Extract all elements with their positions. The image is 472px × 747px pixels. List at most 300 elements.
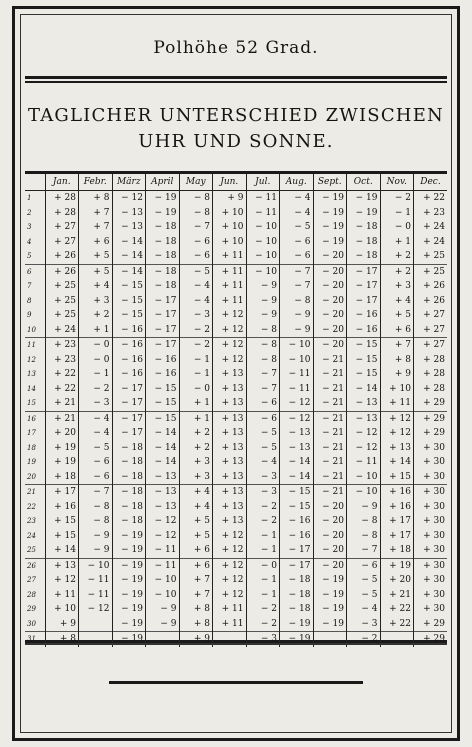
- time-difference-cell: − 13: [347, 411, 381, 426]
- time-difference-cell: − 15: [347, 338, 381, 353]
- time-difference-cell: + 12: [45, 573, 79, 588]
- time-difference-cell: − 16: [280, 514, 314, 529]
- time-difference-cell: − 20: [313, 294, 347, 309]
- time-difference-cell: − 20: [313, 514, 347, 529]
- table-row: [25, 382, 447, 397]
- time-difference-cell: − 16: [112, 353, 146, 368]
- time-difference-cell: − 19: [313, 235, 347, 250]
- time-difference-cell: + 4: [179, 485, 213, 500]
- time-difference-cell: − 6: [179, 235, 213, 250]
- time-difference-cell: + 25: [45, 308, 79, 323]
- time-difference-cell: + 6: [79, 235, 113, 250]
- equation-of-time-table: [25, 174, 447, 647]
- time-difference-cell: + 21: [45, 396, 79, 411]
- time-difference-cell: − 19: [146, 206, 180, 221]
- time-difference-cell: − 7: [246, 382, 280, 397]
- time-difference-cell: + 12: [213, 353, 247, 368]
- time-difference-cell: − 8: [179, 206, 213, 221]
- time-difference-cell: − 9: [146, 617, 180, 632]
- day-number: 29: [27, 605, 36, 614]
- table-row: [25, 411, 447, 426]
- time-difference-cell: − 2: [380, 191, 414, 206]
- time-difference-cell: − 6: [347, 558, 381, 573]
- time-difference-cell: + 8: [179, 602, 213, 617]
- time-difference-cell: + 28: [414, 367, 448, 382]
- time-difference-cell: − 15: [146, 396, 180, 411]
- time-difference-cell: + 14: [45, 543, 79, 558]
- time-difference-cell: + 27: [45, 235, 79, 250]
- day-number: 22: [27, 502, 36, 511]
- month-header: April: [146, 174, 180, 191]
- time-difference-cell: − 14: [146, 455, 180, 470]
- time-difference-cell: − 10: [146, 588, 180, 603]
- time-difference-cell: + 11: [45, 588, 79, 603]
- time-difference-cell: − 14: [112, 249, 146, 264]
- footer-box: [25, 643, 447, 728]
- time-difference-cell: − 17: [280, 543, 314, 558]
- time-difference-cell: − 12: [280, 411, 314, 426]
- time-difference-cell: + 30: [414, 529, 448, 544]
- table-row: [25, 470, 447, 485]
- time-difference-cell: − 19: [347, 206, 381, 221]
- time-difference-cell: − 17: [146, 338, 180, 353]
- day-number: 8: [27, 296, 32, 305]
- time-difference-cell: + 13: [213, 441, 247, 456]
- time-difference-cell: + 5: [179, 529, 213, 544]
- day-number: 9: [27, 311, 32, 320]
- time-difference-cell: − 16: [112, 367, 146, 382]
- day-number: 12: [27, 355, 36, 364]
- time-difference-cell: + 23: [45, 338, 79, 353]
- table-row: [25, 249, 447, 264]
- time-difference-cell: + 5: [380, 308, 414, 323]
- time-difference-cell: − 1: [246, 573, 280, 588]
- time-difference-cell: − 1: [246, 588, 280, 603]
- time-difference-cell: − 15: [146, 411, 180, 426]
- time-difference-cell: + 12: [213, 543, 247, 558]
- time-difference-cell: − 8: [347, 514, 381, 529]
- time-difference-cell: − 13: [280, 426, 314, 441]
- time-difference-cell: + 8: [179, 617, 213, 632]
- time-difference-cell: − 10: [280, 353, 314, 368]
- time-difference-cell: + 3: [380, 279, 414, 294]
- time-difference-cell: − 11: [79, 588, 113, 603]
- time-difference-cell: − 3: [179, 308, 213, 323]
- time-difference-cell: + 6: [380, 323, 414, 338]
- time-difference-cell: + 30: [414, 470, 448, 485]
- time-difference-cell: + 15: [45, 514, 79, 529]
- time-difference-cell: + 25: [414, 264, 448, 279]
- time-difference-cell: − 11: [280, 367, 314, 382]
- table-row: [25, 264, 447, 279]
- time-difference-cell: − 20: [313, 558, 347, 573]
- time-difference-cell: − 11: [347, 455, 381, 470]
- time-difference-cell: − 19: [347, 191, 381, 206]
- time-difference-cell: − 4: [347, 602, 381, 617]
- time-difference-cell: − 11: [79, 573, 113, 588]
- time-difference-cell: − 20: [313, 500, 347, 515]
- time-difference-cell: − 9: [246, 294, 280, 309]
- time-difference-cell: + 12: [213, 338, 247, 353]
- time-difference-cell: + 11: [213, 617, 247, 632]
- time-difference-cell: + 3: [179, 455, 213, 470]
- time-difference-cell: + 10: [213, 206, 247, 221]
- day-number: 17: [27, 429, 36, 438]
- time-difference-cell: + 7: [179, 588, 213, 603]
- time-difference-cell: − 18: [347, 235, 381, 250]
- time-difference-cell: + 4: [380, 294, 414, 309]
- time-difference-cell: − 19: [313, 617, 347, 632]
- time-difference-cell: + 28: [414, 382, 448, 397]
- time-difference-cell: + 26: [45, 264, 79, 279]
- time-difference-cell: − 19: [112, 632, 146, 647]
- time-difference-cell: − 19: [146, 191, 180, 206]
- time-difference-cell: + 3: [79, 294, 113, 309]
- time-difference-cell: − 14: [146, 426, 180, 441]
- time-difference-cell: − 21: [313, 441, 347, 456]
- time-difference-cell: + 13: [213, 411, 247, 426]
- time-difference-cell: + 9: [213, 191, 247, 206]
- day-number: 28: [27, 590, 36, 599]
- title-line-1: TAGLICHER UNTERSCHIED ZWISCHEN: [28, 105, 444, 126]
- time-difference-cell: − 17: [146, 294, 180, 309]
- day-number: 25: [27, 546, 36, 555]
- time-difference-cell: + 30: [414, 485, 448, 500]
- time-difference-cell: + 18: [380, 543, 414, 558]
- time-difference-cell: + 25: [45, 279, 79, 294]
- time-difference-cell: − 14: [347, 382, 381, 397]
- day-number: 1: [27, 194, 32, 203]
- time-difference-cell: − 9: [246, 308, 280, 323]
- time-difference-cell: − 20: [313, 279, 347, 294]
- time-difference-cell: + 21: [45, 411, 79, 426]
- time-difference-cell: + 6: [179, 558, 213, 573]
- time-difference-cell: − 9: [146, 602, 180, 617]
- time-difference-cell: + 27: [414, 338, 448, 353]
- time-difference-cell: − 11: [280, 382, 314, 397]
- time-difference-cell: − 12: [112, 191, 146, 206]
- time-difference-cell: − 14: [146, 441, 180, 456]
- time-difference-cell: − 12: [347, 426, 381, 441]
- month-header: Febr.: [79, 174, 113, 191]
- time-difference-cell: + 11: [380, 396, 414, 411]
- time-difference-cell: − 10: [347, 485, 381, 500]
- time-difference-cell: + 30: [414, 602, 448, 617]
- time-difference-cell: − 3: [246, 632, 280, 647]
- time-difference-cell: − 10: [246, 264, 280, 279]
- day-number: 2: [27, 208, 32, 217]
- time-difference-cell: − 12: [79, 602, 113, 617]
- time-difference-cell: − 20: [313, 308, 347, 323]
- time-difference-cell: − 15: [280, 500, 314, 515]
- time-difference-cell: + 24: [414, 220, 448, 235]
- table-row: [25, 529, 447, 544]
- time-difference-cell: − 0: [380, 220, 414, 235]
- time-difference-cell: − 14: [112, 235, 146, 250]
- time-difference-cell: + 17: [380, 529, 414, 544]
- time-difference-cell: − 18: [112, 470, 146, 485]
- table-row: [25, 485, 447, 500]
- time-difference-cell: + 6: [179, 543, 213, 558]
- day-number: 23: [27, 517, 36, 526]
- time-difference-cell: + 5: [79, 249, 113, 264]
- time-difference-cell: − 14: [280, 470, 314, 485]
- day-number: 18: [27, 443, 36, 452]
- time-difference-cell: − 18: [112, 455, 146, 470]
- title-box: [25, 81, 447, 169]
- time-difference-cell: − 6: [280, 235, 314, 250]
- page-frame: [12, 6, 460, 741]
- time-difference-cell: − 20: [313, 264, 347, 279]
- table-row: [25, 191, 447, 206]
- time-difference-cell: − 13: [112, 220, 146, 235]
- time-difference-cell: − 5: [179, 264, 213, 279]
- time-difference-cell: − 13: [146, 485, 180, 500]
- table-row: [25, 367, 447, 382]
- time-difference-cell: − 4: [280, 206, 314, 221]
- time-difference-cell: − 1: [246, 529, 280, 544]
- time-difference-cell: − 17: [112, 411, 146, 426]
- time-difference-cell: − 2: [179, 338, 213, 353]
- time-difference-cell: − 19: [112, 588, 146, 603]
- day-number: 13: [27, 370, 36, 379]
- time-difference-cell: − 17: [112, 382, 146, 397]
- table-row: [25, 308, 447, 323]
- time-difference-cell: − 8: [79, 500, 113, 515]
- time-difference-cell: + 4: [179, 500, 213, 515]
- time-difference-cell: − 15: [347, 367, 381, 382]
- time-difference-cell: − 16: [112, 323, 146, 338]
- time-difference-cell: + 22: [414, 191, 448, 206]
- time-difference-cell: + 12: [213, 558, 247, 573]
- time-difference-cell: − 12: [146, 514, 180, 529]
- day-number: 11: [25, 338, 45, 353]
- time-difference-cell: − 18: [146, 220, 180, 235]
- time-difference-cell: − 6: [79, 455, 113, 470]
- time-difference-cell: + 28: [414, 353, 448, 368]
- time-difference-cell: − 15: [112, 294, 146, 309]
- time-difference-cell: − 19: [313, 191, 347, 206]
- time-difference-cell: − 17: [146, 308, 180, 323]
- time-difference-cell: + 2: [79, 308, 113, 323]
- time-difference-cell: − 20: [313, 529, 347, 544]
- day-number: 20: [27, 472, 36, 481]
- day-number: 31: [25, 632, 45, 647]
- time-difference-cell: + 24: [414, 235, 448, 250]
- time-difference-cell: + 8: [45, 632, 79, 647]
- time-difference-cell: + 19: [380, 558, 414, 573]
- time-difference-cell: − 1: [246, 543, 280, 558]
- table-row: [25, 294, 447, 309]
- time-difference-cell: + 5: [79, 264, 113, 279]
- time-difference-cell: + 22: [380, 617, 414, 632]
- time-difference-cell: − 12: [280, 396, 314, 411]
- time-difference-cell: + 12: [213, 573, 247, 588]
- time-difference-cell: + 8: [79, 191, 113, 206]
- time-difference-cell: − 18: [112, 441, 146, 456]
- time-difference-cell: − 8: [246, 338, 280, 353]
- time-difference-cell: − 4: [246, 455, 280, 470]
- time-difference-cell: + 27: [414, 323, 448, 338]
- month-header: Nov.: [380, 174, 414, 191]
- time-difference-cell: − 15: [347, 353, 381, 368]
- time-difference-cell: + 10: [380, 382, 414, 397]
- time-difference-cell: − 21: [313, 353, 347, 368]
- time-difference-cell: − 19: [313, 206, 347, 221]
- table-row: [25, 514, 447, 529]
- time-difference-cell: + 20: [380, 573, 414, 588]
- time-difference-cell: + 13: [213, 367, 247, 382]
- time-difference-cell: + 22: [45, 382, 79, 397]
- time-difference-cell: − 7: [280, 264, 314, 279]
- time-difference-cell: + 9: [45, 617, 79, 632]
- time-difference-cell: + 29: [414, 617, 448, 632]
- time-difference-cell: + 7: [380, 338, 414, 353]
- time-difference-cell: − 16: [280, 529, 314, 544]
- time-difference-cell: + 19: [45, 455, 79, 470]
- time-difference-cell: − 7: [246, 367, 280, 382]
- time-difference-cell: + 27: [45, 220, 79, 235]
- inner-frame: [20, 14, 452, 733]
- time-difference-cell: − 19: [112, 617, 146, 632]
- time-difference-cell: + 30: [414, 455, 448, 470]
- time-difference-cell: − 21: [313, 426, 347, 441]
- time-difference-cell: − 19: [313, 588, 347, 603]
- time-difference-cell: − 1: [380, 206, 414, 221]
- time-difference-cell: + 25: [414, 249, 448, 264]
- time-difference-cell: + 13: [45, 558, 79, 573]
- time-difference-cell: − 15: [112, 279, 146, 294]
- time-difference-cell: + 29: [414, 632, 448, 647]
- time-difference-cell: − 18: [146, 279, 180, 294]
- decorative-rule: [109, 681, 363, 684]
- table-row: [25, 206, 447, 221]
- time-difference-cell: − 2: [179, 323, 213, 338]
- time-difference-cell: + 2: [179, 441, 213, 456]
- time-difference-cell: − 17: [347, 294, 381, 309]
- time-difference-cell: − 21: [313, 411, 347, 426]
- table-row: [25, 455, 447, 470]
- time-difference-cell: − 18: [347, 220, 381, 235]
- table-row: [25, 279, 447, 294]
- time-difference-cell: − 2: [246, 514, 280, 529]
- time-difference-cell: + 18: [45, 470, 79, 485]
- time-difference-cell: − 10: [79, 558, 113, 573]
- time-difference-cell: − 18: [347, 249, 381, 264]
- time-difference-cell: − 2: [246, 617, 280, 632]
- time-difference-cell: − 0: [246, 558, 280, 573]
- time-difference-cell: + 22: [380, 602, 414, 617]
- day-number: 21: [25, 485, 45, 500]
- time-difference-cell: − 20: [313, 323, 347, 338]
- time-difference-cell: + 19: [45, 441, 79, 456]
- time-difference-cell: + 26: [414, 294, 448, 309]
- time-difference-cell: + 2: [380, 249, 414, 264]
- time-difference-cell: − 12: [347, 441, 381, 456]
- time-difference-cell: − 19: [112, 543, 146, 558]
- time-difference-cell: + 12: [213, 588, 247, 603]
- time-difference-cell: + 5: [179, 514, 213, 529]
- time-difference-cell: + 9: [380, 367, 414, 382]
- time-difference-cell: − 7: [179, 220, 213, 235]
- table-row: [25, 338, 447, 353]
- table-row: [25, 543, 447, 558]
- time-difference-cell: − 14: [280, 455, 314, 470]
- time-difference-cell: − 10: [347, 470, 381, 485]
- time-difference-cell: − 9: [280, 323, 314, 338]
- time-difference-cell: + 20: [45, 426, 79, 441]
- time-difference-cell: + 29: [414, 411, 448, 426]
- time-difference-cell: + 2: [380, 264, 414, 279]
- time-difference-cell: − 21: [313, 485, 347, 500]
- time-difference-cell: − 13: [347, 396, 381, 411]
- day-column-header: [25, 174, 45, 191]
- time-difference-cell: − 21: [313, 455, 347, 470]
- time-difference-cell: + 14: [380, 455, 414, 470]
- time-difference-cell: + 30: [414, 558, 448, 573]
- time-difference-cell: + 13: [213, 470, 247, 485]
- time-difference-cell: − 16: [347, 308, 381, 323]
- time-difference-cell: − 16: [112, 338, 146, 353]
- time-difference-cell: − 17: [347, 279, 381, 294]
- time-difference-cell: [79, 617, 113, 632]
- time-difference-cell: + 27: [414, 308, 448, 323]
- time-difference-cell: − 3: [79, 396, 113, 411]
- time-difference-cell: + 10: [45, 602, 79, 617]
- time-difference-cell: − 21: [313, 396, 347, 411]
- time-difference-cell: + 8: [380, 353, 414, 368]
- time-difference-cell: + 22: [45, 367, 79, 382]
- time-difference-cell: + 24: [45, 323, 79, 338]
- time-difference-cell: − 1: [79, 367, 113, 382]
- time-difference-cell: − 18: [146, 235, 180, 250]
- time-difference-cell: − 13: [112, 206, 146, 221]
- time-difference-cell: − 4: [79, 426, 113, 441]
- table-body: [25, 191, 447, 647]
- time-difference-cell: − 15: [146, 382, 180, 397]
- time-difference-cell: − 19: [112, 529, 146, 544]
- time-difference-cell: − 10: [146, 573, 180, 588]
- time-difference-cell: + 7: [79, 206, 113, 221]
- time-difference-cell: − 19: [313, 602, 347, 617]
- day-number: 15: [27, 399, 36, 408]
- time-difference-cell: + 30: [414, 573, 448, 588]
- time-difference-cell: − 19: [280, 617, 314, 632]
- table-row: [25, 573, 447, 588]
- table-row: [25, 500, 447, 515]
- table-row: [25, 617, 447, 632]
- time-difference-cell: − 21: [313, 382, 347, 397]
- table-row: [25, 426, 447, 441]
- time-difference-cell: + 23: [45, 353, 79, 368]
- time-difference-cell: − 9: [79, 543, 113, 558]
- month-header: Sept.: [313, 174, 347, 191]
- time-difference-cell: − 10: [246, 249, 280, 264]
- time-difference-cell: − 18: [280, 588, 314, 603]
- time-difference-cell: − 8: [347, 529, 381, 544]
- time-difference-cell: + 17: [45, 485, 79, 500]
- time-difference-cell: − 3: [246, 485, 280, 500]
- time-difference-cell: − 6: [246, 411, 280, 426]
- time-difference-cell: − 19: [112, 602, 146, 617]
- time-difference-cell: + 1: [179, 411, 213, 426]
- time-difference-cell: − 5: [246, 441, 280, 456]
- time-difference-cell: − 7: [280, 279, 314, 294]
- time-difference-cell: + 15: [380, 470, 414, 485]
- time-difference-cell: − 0: [179, 382, 213, 397]
- time-difference-cell: − 17: [280, 558, 314, 573]
- time-difference-cell: − 17: [146, 323, 180, 338]
